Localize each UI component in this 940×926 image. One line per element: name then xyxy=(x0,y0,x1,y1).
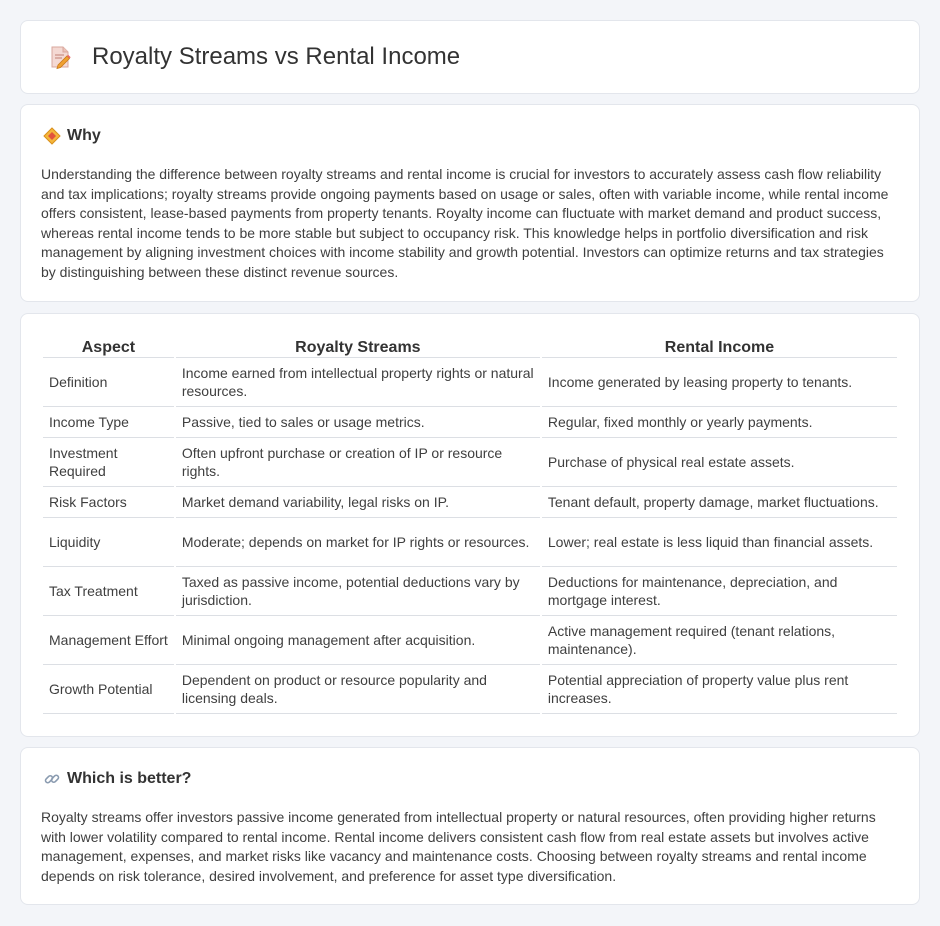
diamond-icon xyxy=(43,127,61,145)
table-row xyxy=(43,438,897,487)
cell-aspect: Tax Treatment xyxy=(43,567,174,616)
why-text: Understanding the difference between royalty streams and rental income is crucial for investors to accurately assess cash flow reliability and tax implications; royalty streams provide ongoing payments based on usage or sales, often with variable income, while rental income offers consistent, lease-based payments from property tenants. Royalty income can fluctuate with market demand and product success, whereas rental income tends to be more stable but subject to occupancy risk. This knowledge helps in portfolio diversification and risk management by aligning investment choices with income stability and growth potential. Investors can optimize returns and tax strategies by distinguishing between these distinct revenue sources. xyxy=(41,166,889,280)
cell-royalty: Taxed as passive income, potential deductions vary by jurisdiction. xyxy=(176,567,540,616)
table-row xyxy=(43,407,897,438)
better-heading-row xyxy=(43,770,191,788)
why-heading: Why xyxy=(67,127,101,144)
table-header-row xyxy=(43,336,897,358)
cell-rental: Deductions for maintenance, depreciation, and mortgage interest. xyxy=(542,567,897,616)
cell-royalty: Moderate; depends on market for IP rights or resources. xyxy=(176,518,540,567)
cell-rental: Lower; real estate is less liquid than financial assets. xyxy=(542,518,897,567)
cell-aspect: Management Effort xyxy=(43,616,174,665)
page-title: Royalty Streams vs Rental Income xyxy=(92,43,461,70)
header-card xyxy=(20,20,920,94)
document-pencil-icon xyxy=(47,44,73,70)
cell-rental: Purchase of physical real estate assets. xyxy=(542,438,897,487)
cell-royalty: Passive, tied to sales or usage metrics. xyxy=(176,407,540,438)
table-row xyxy=(43,358,897,407)
cell-royalty: Income earned from intellectual property rights or natural resources. xyxy=(176,358,540,407)
cell-royalty: Often upfront purchase or creation of IP or resource rights. xyxy=(176,438,540,487)
cell-aspect: Liquidity xyxy=(43,518,174,567)
better-text: Royalty streams offer investors passive income generated from intellectual property or natural resources, often providing higher returns with lower volatility compared to rental income. Rental income delivers consistent cash flow from real estate assets but involves active management, expenses, and market risks like vacancy and maintenance costs. Choosing between royalty streams and rental income depends on risk tolerance, desired involvement, and preference for asset type diversification. xyxy=(41,809,876,884)
cell-royalty: Market demand variability, legal risks on IP. xyxy=(176,487,540,518)
cell-aspect: Income Type xyxy=(43,407,174,438)
cell-aspect: Growth Potential xyxy=(43,665,174,714)
cell-aspect: Risk Factors xyxy=(43,487,174,518)
better-heading: Which is better? xyxy=(67,770,192,787)
table-row xyxy=(43,665,897,714)
cell-rental: Potential appreciation of property value plus rent increases. xyxy=(542,665,897,714)
header-rental-income: Rental Income xyxy=(542,336,897,358)
cell-royalty: Dependent on product or resource popularity and licensing deals. xyxy=(176,665,540,714)
table-row xyxy=(43,487,897,518)
why-heading-row xyxy=(43,127,101,145)
comparison-table-card xyxy=(20,313,920,737)
header-aspect: Aspect xyxy=(43,336,174,358)
table-row xyxy=(43,616,897,665)
cell-rental: Regular, fixed monthly or yearly payments. xyxy=(542,407,897,438)
which-is-better-card xyxy=(20,747,920,905)
cell-royalty: Minimal ongoing management after acquisition. xyxy=(176,616,540,665)
comparison-table xyxy=(41,336,899,714)
cell-rental: Tenant default, property damage, market fluctuations. xyxy=(542,487,897,518)
table-row xyxy=(43,518,897,567)
header-royalty-streams: Royalty Streams xyxy=(176,336,540,358)
cell-aspect: Investment Required xyxy=(43,438,174,487)
link-icon xyxy=(43,770,61,788)
table-row xyxy=(43,567,897,616)
cell-aspect: Definition xyxy=(43,358,174,407)
why-card xyxy=(20,104,920,302)
cell-rental: Active management required (tenant relations, maintenance). xyxy=(542,616,897,665)
cell-rental: Income generated by leasing property to tenants. xyxy=(542,358,897,407)
